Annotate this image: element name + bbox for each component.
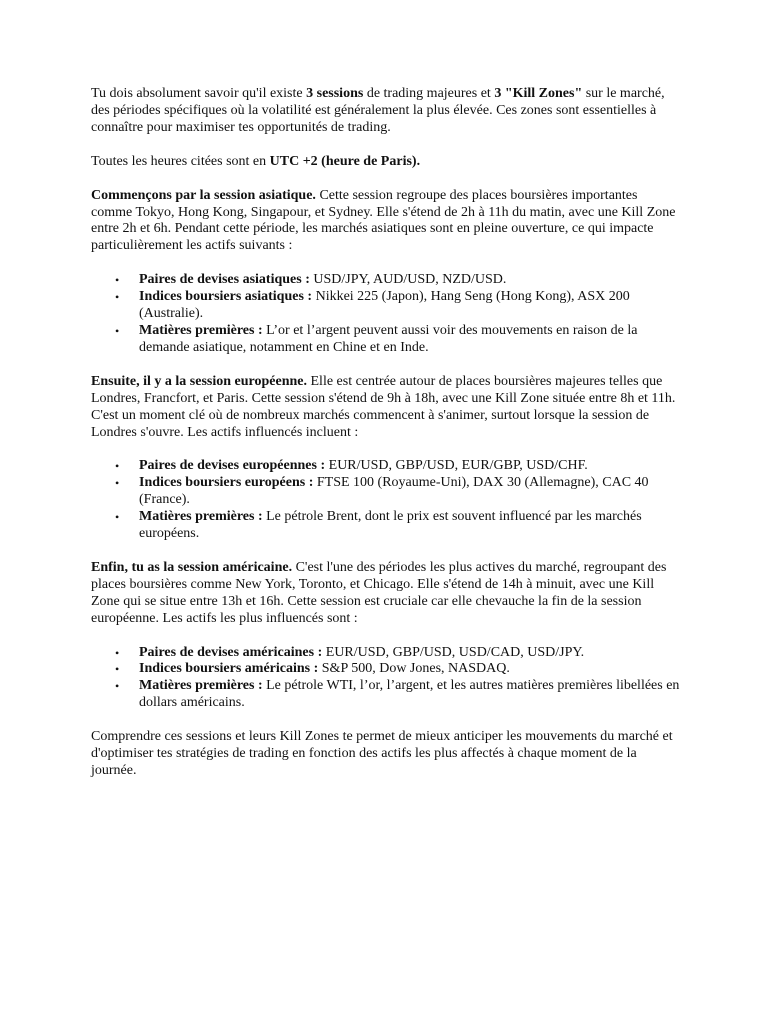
list-item-text: S&P 500, Dow Jones, NASDAQ. <box>318 661 510 677</box>
list-item-label: Indices boursiers européens : <box>139 475 314 491</box>
list-item <box>115 272 681 289</box>
bullet-icon: • <box>115 476 120 491</box>
list-item-label: Paires de devises américaines : <box>139 644 323 660</box>
list-item-text: Le pétrole Brent, dont le prix est souvent influencé par les marchés européens. <box>139 509 642 542</box>
list-item-text: FTSE 100 (Royaume-Uni), DAX 30 (Allemagne), CAC 40 (France). <box>139 475 649 508</box>
bullet-icon: • <box>115 662 120 677</box>
list-item-text: EUR/USD, GBP/USD, USD/CAD, USD/JPY. <box>322 644 585 660</box>
bullet-icon: • <box>115 645 120 660</box>
list-item-text: USD/JPY, AUD/USD, NZD/USD. <box>309 272 507 288</box>
bullet-icon: • <box>115 323 120 338</box>
list-item <box>115 289 681 323</box>
timezone-value: UTC +2 (heure de Paris). <box>269 153 421 169</box>
europe-session-paragraph: Ensuite, il y a la session européenne. Elle est centrée autour de places boursières majeures telles que Londres, Francfort, et Paris. Cette session s'étend de 9h à 18h, avec une Kill Zone située entre 8h et 11h. C'est un moment clé où de nombreux marchés commencent à s'animer, surtout lorsque la session de Londres s'ouvre. Les actifs influencés incluent : <box>91 373 676 440</box>
list-item <box>115 458 681 475</box>
kill-zones-count: 3 "Kill Zones" <box>494 86 583 101</box>
list-item-text: Nikkei 225 (Japon), Hang Seng (Hong Kong), ASX 200 (Australie). <box>139 289 630 322</box>
list-item-label: Matières premières : <box>139 322 263 338</box>
sessions-count: 3 sessions <box>306 86 364 101</box>
bullet-icon: • <box>115 459 120 474</box>
list-item-text: L’or et l’argent peuvent aussi voir des mouvements en raison de la demande asiatique, notamment en Chine et en Inde. <box>139 322 638 355</box>
bullet-icon: • <box>115 273 120 288</box>
europe-assets-list <box>91 458 681 543</box>
timezone-paragraph: Toutes les heures citées sont en UTC +2 (heure de Paris). <box>91 153 421 169</box>
list-item-label: Paires de devises asiatiques : <box>139 272 310 288</box>
list-item-text: Le pétrole WTI, l’or, l’argent, et les autres matières premières libellées en dollars américains. <box>139 678 680 711</box>
list-item-label: Matières premières : <box>139 678 263 694</box>
asia-session-heading: Commençons par la session asiatique. <box>91 187 316 203</box>
list-item <box>115 475 681 509</box>
bullet-icon: • <box>115 290 120 305</box>
list-item <box>115 644 681 662</box>
asia-session-paragraph: Commençons par la session asiatique. Cette session regroupe des places boursières importantes comme Tokyo, Hong Kong, Singapour, et Sydney. Elle s'étend de 2h à 11h du matin, avec une Kill Zone entre 2h et 6h. Pendant cette période, les marchés asiatiques sont en pleine ouverture, ce qui impacte particulièrement les actifs suivants : <box>91 187 676 254</box>
europe-session-heading: Ensuite, il y a la session européenne. <box>91 373 307 389</box>
bullet-icon: • <box>115 679 120 694</box>
list-item-label: Matières premières : <box>139 509 263 525</box>
list-item <box>115 509 681 543</box>
list-item-label: Paires de devises européennes : <box>139 458 326 474</box>
bullet-icon: • <box>115 510 120 525</box>
list-item-text: EUR/USD, GBP/USD, EUR/GBP, USD/CHF. <box>325 458 588 474</box>
list-item-label: Indices boursiers asiatiques : <box>139 289 313 305</box>
list-item <box>115 678 681 712</box>
intro-paragraph: Tu dois absolument savoir qu'il existe 3 sessions de trading majeures et 3 "Kill Zones" sur le marché, des périodes spécifiques où la volatilité est généralement la plus élevée. Ces zones sont essentielles à connaître pour maximiser tes opportunités de trading. <box>91 86 665 135</box>
america-session-paragraph: Enfin, tu as la session américaine. C'est l'une des périodes les plus actives du marché, regroupant des places boursières comme New York, Toronto, et Chicago. Elle s'étend de 14h à minuit, avec une Kill Zone qui se situe entre 13h et 16h. Cette session est cruciale car elle chevauche la fin de la session européenne. Les actifs les plus influencés sont : <box>91 559 667 626</box>
list-item <box>115 322 681 357</box>
asia-assets-list <box>91 272 681 357</box>
document-page <box>91 86 681 797</box>
conclusion-paragraph: Comprendre ces sessions et leurs Kill Zones te permet de mieux anticiper les mouvements du marché et d'optimiser tes stratégies de trading en fonction des actifs les plus affectés à chaque moment de la journée. <box>91 729 673 778</box>
list-item-label: Indices boursiers américains : <box>139 661 319 677</box>
america-session-heading: Enfin, tu as la session américaine. <box>91 559 293 575</box>
america-assets-list <box>91 645 681 713</box>
list-item <box>115 661 681 678</box>
